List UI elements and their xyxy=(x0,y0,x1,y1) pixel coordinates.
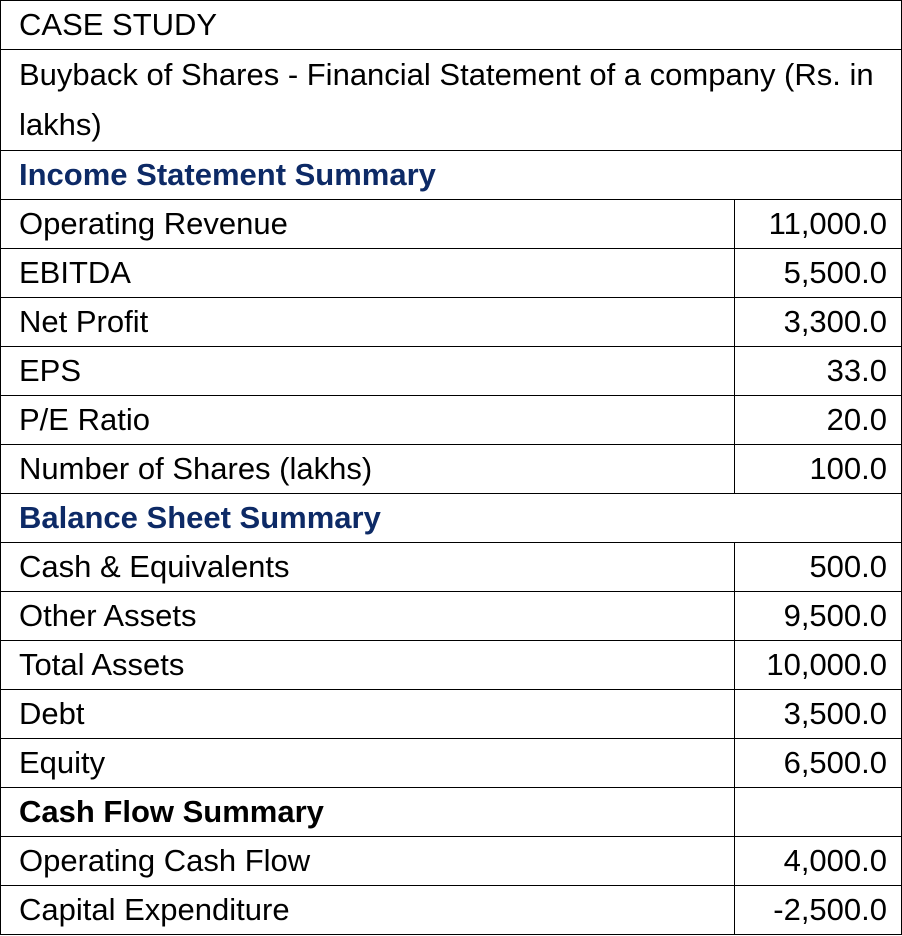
row-value: 6,500.0 xyxy=(735,739,902,788)
table-subtitle: Buyback of Shares - Financial Statement of a company (Rs. in lakhs) xyxy=(1,50,902,151)
row-value: 10,000.0 xyxy=(735,641,902,690)
table-row xyxy=(1,886,902,935)
row-value: 9,500.0 xyxy=(735,592,902,641)
row-label: Capital Expenditure xyxy=(1,886,735,935)
row-label: Total Assets xyxy=(1,641,735,690)
title-row xyxy=(1,1,902,50)
table-row xyxy=(1,347,902,396)
row-label: Number of Shares (lakhs) xyxy=(1,445,735,494)
row-label: EPS xyxy=(1,347,735,396)
table-row xyxy=(1,298,902,347)
table-row xyxy=(1,592,902,641)
subtitle-row xyxy=(1,50,902,151)
income-section-heading: Income Statement Summary xyxy=(1,151,902,200)
row-label: P/E Ratio xyxy=(1,396,735,445)
cashflow-section-heading: Cash Flow Summary xyxy=(1,788,735,837)
row-label: Equity xyxy=(1,739,735,788)
row-value: 11,000.0 xyxy=(735,200,902,249)
table-row xyxy=(1,249,902,298)
table-row xyxy=(1,445,902,494)
row-value: 500.0 xyxy=(735,543,902,592)
row-label: Other Assets xyxy=(1,592,735,641)
balance-section-row xyxy=(1,494,902,543)
row-value: -2,500.0 xyxy=(735,886,902,935)
row-value: 4,000.0 xyxy=(735,837,902,886)
row-value: 3,300.0 xyxy=(735,298,902,347)
table-row xyxy=(1,543,902,592)
income-section-row xyxy=(1,151,902,200)
table-row xyxy=(1,200,902,249)
row-label: EBITDA xyxy=(1,249,735,298)
row-label: Net Profit xyxy=(1,298,735,347)
row-value: 5,500.0 xyxy=(735,249,902,298)
row-value: 3,500.0 xyxy=(735,690,902,739)
table-row xyxy=(1,739,902,788)
row-value: 20.0 xyxy=(735,396,902,445)
row-value: 33.0 xyxy=(735,347,902,396)
case-study-title: CASE STUDY xyxy=(1,1,902,50)
table-row xyxy=(1,837,902,886)
balance-section-heading: Balance Sheet Summary xyxy=(1,494,902,543)
row-label: Operating Revenue xyxy=(1,200,735,249)
cashflow-section-row xyxy=(1,788,902,837)
cashflow-heading-empty-cell xyxy=(735,788,902,837)
row-label: Cash & Equivalents xyxy=(1,543,735,592)
row-label: Debt xyxy=(1,690,735,739)
row-label: Operating Cash Flow xyxy=(1,837,735,886)
row-value: 100.0 xyxy=(735,445,902,494)
table-row xyxy=(1,396,902,445)
table-row xyxy=(1,641,902,690)
table-row xyxy=(1,690,902,739)
